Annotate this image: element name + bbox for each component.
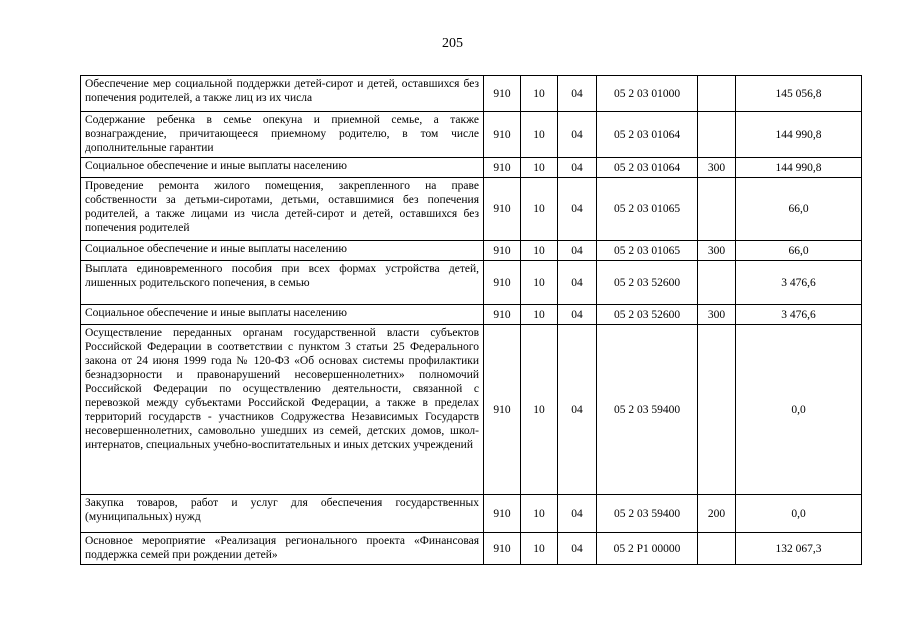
table-row	[81, 305, 862, 325]
table-row	[81, 495, 862, 533]
amount: 132 067,3	[736, 533, 862, 565]
subsection-code: 04	[558, 533, 597, 565]
table-row	[81, 112, 862, 158]
amount: 66,0	[736, 178, 862, 241]
section-code: 10	[521, 325, 558, 495]
ministry-code: 910	[484, 241, 521, 261]
target-article-code: 05 2 03 52600	[597, 305, 698, 325]
expense-type-code: 300	[698, 158, 736, 178]
target-article-code: 05 2 03 01065	[597, 178, 698, 241]
table-row	[81, 325, 862, 495]
ministry-code: 910	[484, 261, 521, 305]
ministry-code: 910	[484, 178, 521, 241]
amount: 3 476,6	[736, 305, 862, 325]
row-description: Основное мероприятие «Реализация регионального проекта «Финансовая поддержка семей при рождении детей»	[81, 533, 484, 565]
row-description: Осуществление переданных органам государственной власти субъектов Российской Федерации в соответствии с пунктом 3 статьи 25 Федерального закона от 24 июня 1999 года № 120-ФЗ «Об основах системы профилактики безнадзорности и правонарушений несовершеннолетних» полномочий Российской Федерации по осуществлению деятельности, связанной с перевозкой между субъектами Российской Федерации, а также в пределах территорий государств - участников Содружества Независимых Государств несовершеннолетних, самовольно ушедших из семей, детских домов, школ-интернатов, специальных учебно-воспитательных и иных детских учреждений	[81, 325, 484, 495]
row-description: Социальное обеспечение и иные выплаты населению	[81, 241, 484, 261]
section-code: 10	[521, 261, 558, 305]
section-code: 10	[521, 112, 558, 158]
target-article-code: 05 2 03 59400	[597, 495, 698, 533]
target-article-code: 05 2 03 01000	[597, 76, 698, 112]
budget-table	[80, 75, 862, 565]
subsection-code: 04	[558, 178, 597, 241]
expense-type-code: 300	[698, 305, 736, 325]
expense-type-code	[698, 325, 736, 495]
subsection-code: 04	[558, 305, 597, 325]
target-article-code: 05 2 03 52600	[597, 261, 698, 305]
section-code: 10	[521, 241, 558, 261]
section-code: 10	[521, 178, 558, 241]
section-code: 10	[521, 158, 558, 178]
subsection-code: 04	[558, 325, 597, 495]
expense-type-code	[698, 261, 736, 305]
row-description: Социальное обеспечение и иные выплаты населению	[81, 305, 484, 325]
amount: 145 056,8	[736, 76, 862, 112]
amount: 66,0	[736, 241, 862, 261]
table-row	[81, 241, 862, 261]
section-code: 10	[521, 533, 558, 565]
ministry-code: 910	[484, 76, 521, 112]
table-row	[81, 178, 862, 241]
row-description: Проведение ремонта жилого помещения, закрепленного на праве собственности за детьми-сиротами, детьми, оставшимися без попечения родителей, а также лицами из числа детей-сирот и детей, оставшихся без попечения родителей	[81, 178, 484, 241]
expense-type-code	[698, 533, 736, 565]
page-number: 205	[442, 36, 463, 51]
subsection-code: 04	[558, 112, 597, 158]
section-code: 10	[521, 305, 558, 325]
table-row	[81, 76, 862, 112]
ministry-code: 910	[484, 325, 521, 495]
target-article-code: 05 2 03 01065	[597, 241, 698, 261]
target-article-code: 05 2 03 01064	[597, 112, 698, 158]
expense-type-code	[698, 178, 736, 241]
subsection-code: 04	[558, 241, 597, 261]
ministry-code: 910	[484, 495, 521, 533]
row-description: Социальное обеспечение и иные выплаты населению	[81, 158, 484, 178]
subsection-code: 04	[558, 158, 597, 178]
expense-type-code: 200	[698, 495, 736, 533]
section-code: 10	[521, 495, 558, 533]
ministry-code: 910	[484, 158, 521, 178]
amount: 0,0	[736, 495, 862, 533]
table-row	[81, 261, 862, 305]
target-article-code: 05 2 P1 00000	[597, 533, 698, 565]
row-description: Обеспечение мер социальной поддержки детей-сирот и детей, оставшихся без попечения родителей, а также лиц из их числа	[81, 76, 484, 112]
expense-type-code	[698, 112, 736, 158]
expense-type-code	[698, 76, 736, 112]
amount: 3 476,6	[736, 261, 862, 305]
subsection-code: 04	[558, 261, 597, 305]
target-article-code: 05 2 03 59400	[597, 325, 698, 495]
subsection-code: 04	[558, 495, 597, 533]
table-body	[81, 76, 862, 565]
row-description: Содержание ребенка в семье опекуна и приемной семье, а также вознаграждение, причитающееся приемному родителю, в том числе дополнительные гарантии	[81, 112, 484, 158]
subsection-code: 04	[558, 76, 597, 112]
table-row	[81, 158, 862, 178]
row-description: Выплата единовременного пособия при всех формах устройства детей, лишенных родительского попечения, в семью	[81, 261, 484, 305]
amount: 0,0	[736, 325, 862, 495]
table-row	[81, 533, 862, 565]
ministry-code: 910	[484, 112, 521, 158]
ministry-code: 910	[484, 533, 521, 565]
section-code: 10	[521, 76, 558, 112]
amount: 144 990,8	[736, 158, 862, 178]
target-article-code: 05 2 03 01064	[597, 158, 698, 178]
amount: 144 990,8	[736, 112, 862, 158]
ministry-code: 910	[484, 305, 521, 325]
row-description: Закупка товаров, работ и услуг для обеспечения государственных (муниципальных) нужд	[81, 495, 484, 533]
expense-type-code: 300	[698, 241, 736, 261]
